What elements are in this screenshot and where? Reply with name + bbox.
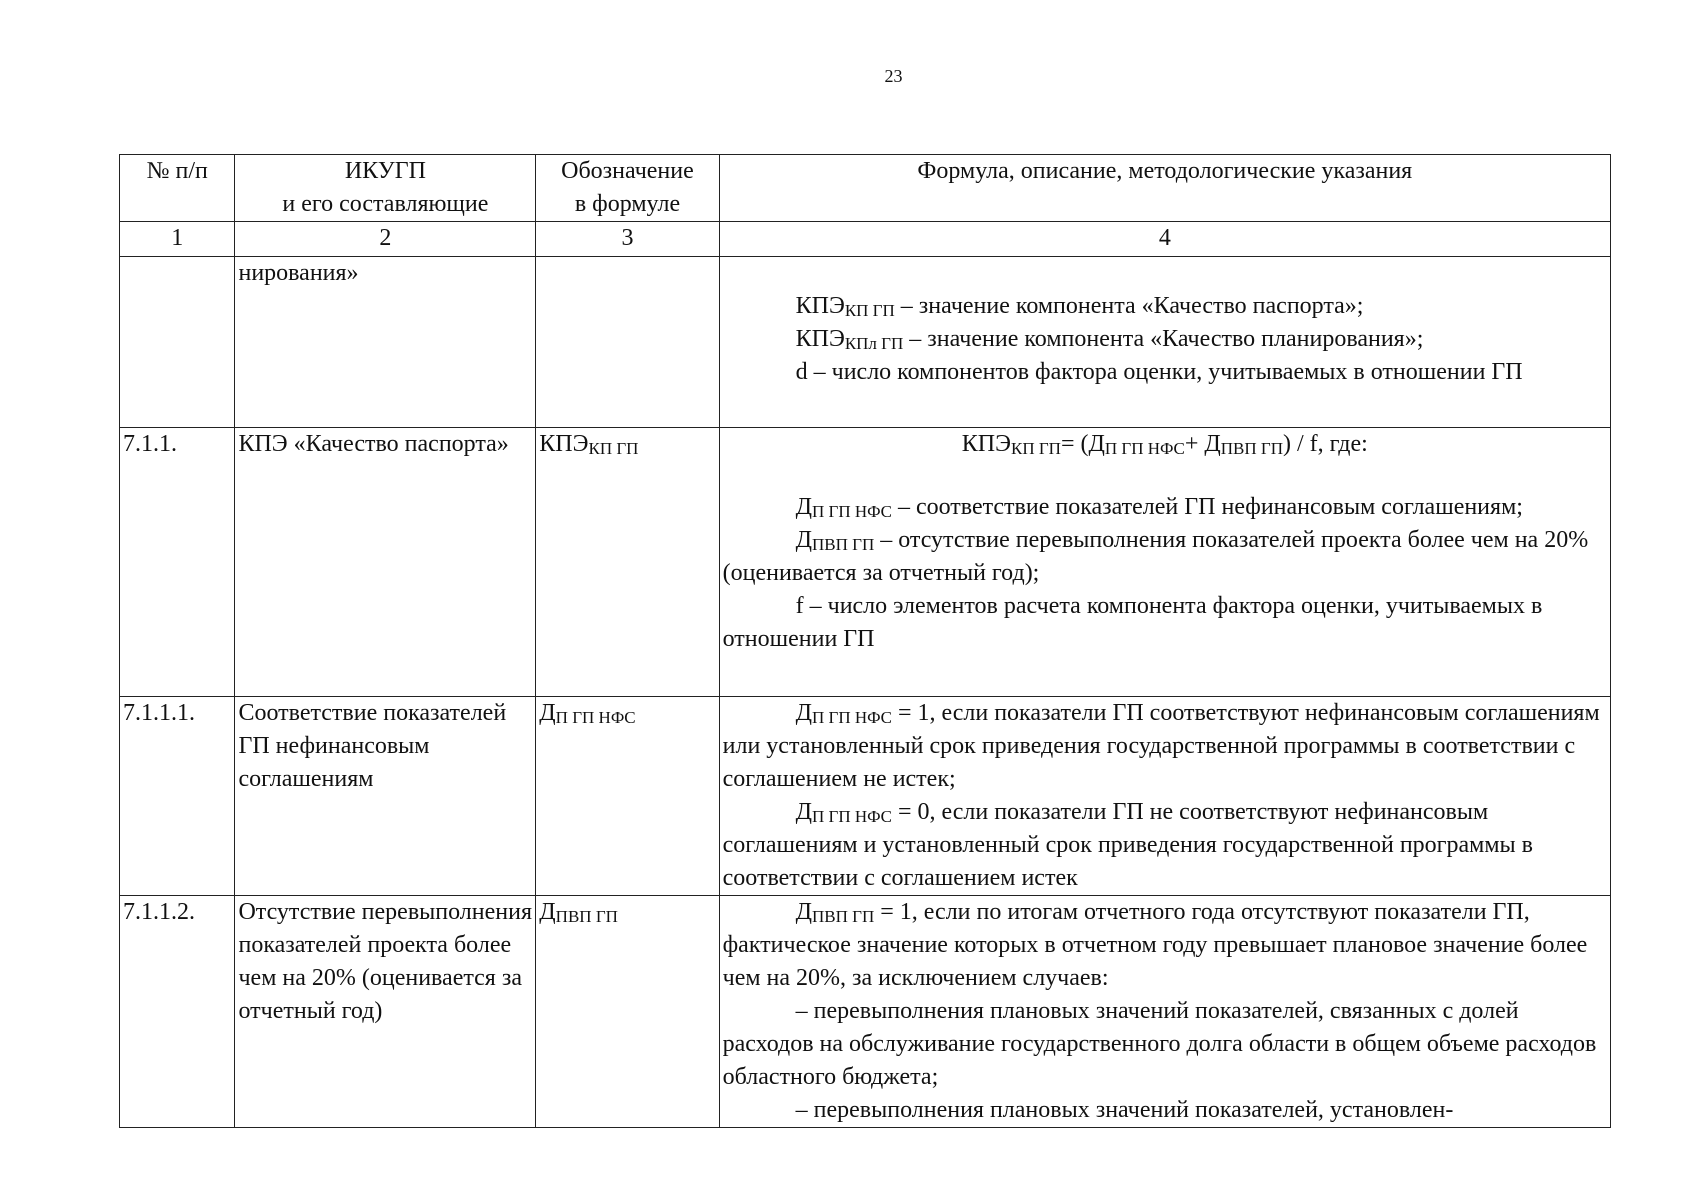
symbol-subscript: П ГП НФС	[812, 708, 892, 727]
symbol-cell	[536, 697, 719, 896]
table-row	[120, 896, 1611, 1128]
symbol: КПЭ	[795, 326, 845, 352]
symbol-subscript: ПВП ГП	[812, 535, 875, 554]
table-row	[120, 257, 1611, 428]
description-item	[723, 995, 1607, 1094]
description-item	[723, 1094, 1607, 1127]
description-text: – значение компонента «Качество паспорта»;	[894, 293, 1364, 319]
row-number: 7.1.1.	[123, 431, 177, 457]
description-text: – отсутствие перевыполнения показателей проекта более чем на 20% (оценивается за отчетный год);	[722, 527, 1589, 586]
description-text: – значение компонента «Качество планирования»;	[903, 326, 1424, 352]
symbol: Д	[795, 700, 812, 726]
symbol: Д	[795, 899, 812, 925]
symbol: Д	[795, 527, 812, 553]
symbol: Д	[795, 494, 812, 520]
description-item	[723, 590, 1607, 656]
row-number-cell	[120, 257, 235, 428]
symbol-subscript: ПВП ГП	[555, 907, 618, 926]
symbol: КПЭ	[795, 293, 845, 319]
indicator-text: КПЭ «Качество паспорта»	[238, 431, 509, 457]
indicator-cell	[235, 428, 536, 697]
formula-subscript: П ГП НФС	[1104, 439, 1185, 458]
symbol-cell	[536, 896, 719, 1128]
description-item	[723, 356, 1607, 389]
description-cell	[719, 697, 1610, 896]
indicator-text: нирования»	[238, 260, 359, 286]
row-number: 7.1.1.2.	[123, 899, 195, 925]
description-text: f – число элементов расчета компонента фактора оценки, учитываемых в отношении ГП	[722, 593, 1543, 652]
header-col1-label: № п/п	[146, 158, 208, 184]
table-row	[120, 697, 1611, 896]
row-number-cell	[120, 896, 235, 1128]
indicator-cell	[235, 257, 536, 428]
symbol: Д	[795, 799, 812, 825]
description-text: – соответствие показателей ГП нефинансовым соглашениям;	[891, 494, 1523, 520]
description-item	[723, 697, 1607, 796]
indicator-cell	[235, 697, 536, 896]
symbol-subscript: КП ГП	[844, 301, 895, 320]
column-number-4: 4	[719, 222, 1610, 257]
header-col-indicator	[235, 155, 536, 222]
row-number-cell	[120, 428, 235, 697]
description-text: d – число компонентов фактора оценки, учитываемых в отношении ГП	[795, 359, 1523, 385]
description-item	[723, 896, 1607, 995]
description-cell	[719, 257, 1610, 428]
symbol-subscript: ПВП ГП	[812, 907, 875, 926]
symbol-cell	[536, 257, 719, 428]
description-text: – перевыполнения плановых значений показателей, установлен-	[795, 1097, 1454, 1123]
table-header-row	[120, 155, 1611, 222]
symbol-cell	[536, 428, 719, 697]
header-col-number	[120, 155, 235, 222]
description-item	[723, 323, 1607, 356]
description-text: = 1, если показатели ГП соответствуют нефинансовым соглашениям или установленный срок приведения государственной программы в соответствии с соглашением не истек;	[722, 700, 1600, 792]
symbol-subscript: КП ГП	[588, 439, 639, 458]
symbol: Д	[539, 899, 556, 925]
table-row	[120, 428, 1611, 697]
column-number-2: 2	[235, 222, 536, 257]
symbol-subscript: П ГП НФС	[812, 502, 892, 521]
header-col2-line2: и его составляющие	[282, 191, 489, 217]
formula-part: КПЭ	[961, 431, 1011, 457]
symbol: Д	[539, 700, 556, 726]
description-cell	[719, 428, 1610, 697]
row-number-cell	[120, 697, 235, 896]
formula-subscript: ПВП ГП	[1220, 439, 1283, 458]
header-col2-line1: ИКУГП	[344, 158, 426, 184]
description-text: – перевыполнения плановых значений показателей, связанных с долей расходов на обслуживание государственного долга области в общем объеме расходов областного бюджета;	[722, 998, 1597, 1090]
header-col-symbol	[536, 155, 719, 222]
description-cell	[719, 896, 1610, 1128]
symbol-subscript: П ГП НФС	[812, 807, 892, 826]
indicator-cell	[235, 896, 536, 1128]
header-col3-line1: Обозначение	[561, 158, 694, 184]
formula-subscript: КП ГП	[1010, 439, 1061, 458]
column-number-3: 3	[536, 222, 719, 257]
column-numbers-row	[120, 222, 1611, 257]
description-item	[723, 524, 1607, 590]
formula-part: = (Д	[1060, 431, 1105, 457]
symbol-subscript: П ГП НФС	[555, 708, 636, 727]
header-col4-label: Формула, описание, методологические указания	[917, 158, 1413, 184]
header-col-formula	[719, 155, 1610, 222]
description-item	[723, 796, 1607, 895]
description-item	[723, 491, 1607, 524]
page-number: 23	[884, 66, 903, 86]
indicator-text: Соответствие показателей ГП нефинансовым соглашениям	[238, 700, 507, 792]
symbol: КПЭ	[539, 431, 589, 457]
indicator-text: Отсутствие перевыполнения показателей проекта более чем на 20% (оценивается за отчетный год)	[238, 899, 532, 1024]
formula	[723, 428, 1607, 461]
row-number: 7.1.1.1.	[123, 700, 195, 726]
formula-part: ) / f, где:	[1282, 431, 1368, 457]
header-col3-line2: в формуле	[574, 191, 681, 217]
methodology-table	[119, 154, 1611, 1128]
description-item	[723, 290, 1607, 323]
description-text: = 0, если показатели ГП не соответствуют нефинансовым соглашениям и установленный срок приведения государственной программы в соответствии с соглашением истек	[722, 799, 1533, 891]
column-number-1: 1	[120, 222, 235, 257]
formula-part: + Д	[1184, 431, 1221, 457]
symbol-subscript: КПл ГП	[844, 334, 904, 353]
description-text: = 1, если по итогам отчетного года отсутствуют показатели ГП, фактическое значение которых в отчетном году превышает плановое значение более чем на 20%, за исключением случаев:	[722, 899, 1588, 991]
